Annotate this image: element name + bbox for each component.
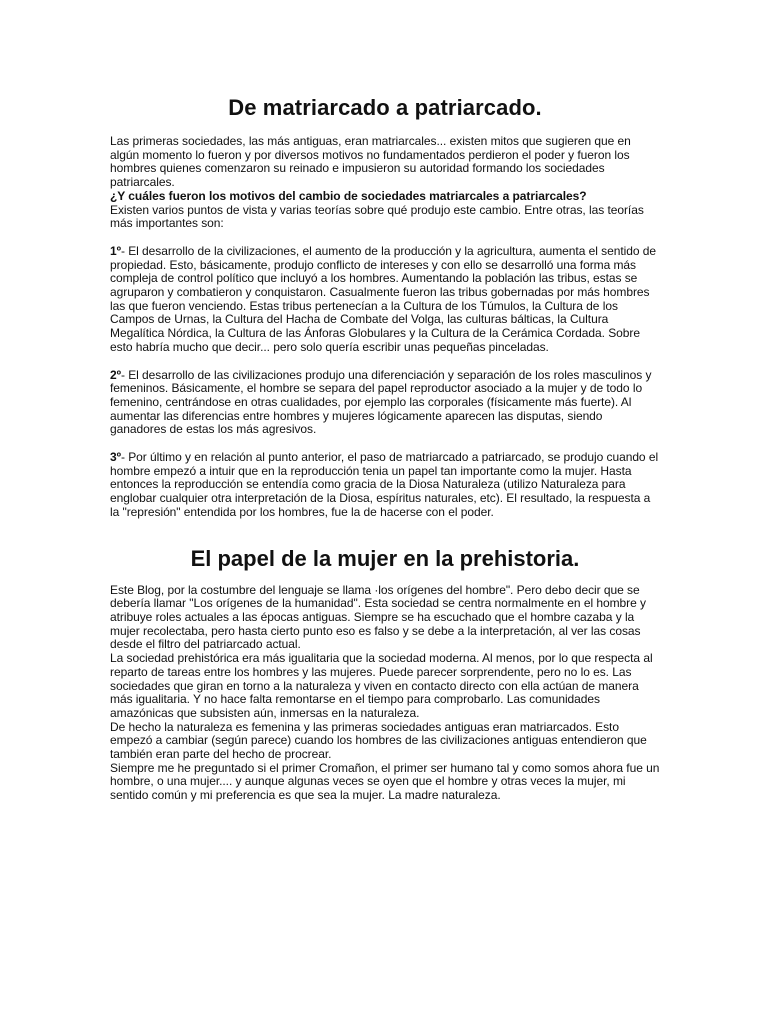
body-paragraph: De hecho la naturaleza es femenina y las primeras sociedades antiguas eran matriarcados. Esto empezó a cambiar (según parece) cuando los hombres de las civilizaciones antiguas entendieron que también eran parte del hecho de procrear. <box>110 719 647 762</box>
point-text: - El desarrollo de la civilizaciones, el aumento de la producción y la agricultura, aumenta el sentido de propiedad. Esto, básicamente, produjo conflicto de intereses y con ello se desarrolló una forma más compleja de control político que incluyó a los hombres. Aumentando la población las tribus, estas se agruparon y combatieron y conquistaron. Casualmente fueron las tribus gobernadas por más hombres las que fueron venciendo. Estas tribus pertenecían a la Cultura de los Túmulos, la Cultura de los Campos de Urnas, la Cultura del Hacha de Combate del Volga, las culturas bálticas, la Cultura Megalítica Nórdica, la Cultura de las Ánforas Globulares y la Cultura de la Cerámica Cordada. Sobre esto habría mucho que decir... pero solo quería escribir unas pequeñas pinceladas. <box>110 243 657 354</box>
section-title-matriarcado: De matriarcado a patriarcado. <box>228 95 542 120</box>
section-title-papel-mujer: El papel de la mujer en la prehistoria. <box>190 545 580 571</box>
body-paragraph: Siempre me he preguntado si el primer Cromañon, el primer ser humano tal y como somos ahora fue un hombre, o una mujer.... y aunque algunas veces se oyen que el hombre y otras veces la mujer, mi sentido común y mi preferencia es que sea la mujer. La madre naturaleza. <box>110 760 660 803</box>
point-number: 1º <box>110 243 121 258</box>
body-paragraph: La sociedad prehistórica era más igualitaria que la sociedad moderna. Al menos, por lo que respecta al reparto de tareas entre los hombres y las mujeres. Puede parecer sorprendente, pero no lo es. Las sociedades que giran en torno a la naturaleza y viven en contacto directo con ella actúan de manera más igualitaria. Y no hace falta remontarse en el tiempo para comprobarlo. Las comunidades amazónicas que subsisten aún, inmersas en la naturaleza. <box>110 651 653 720</box>
question-heading: ¿Y cuáles fueron los motivos del cambio de sociedades matriarcales a patriarcales? <box>110 188 587 203</box>
theories-intro-paragraph: Existen varios puntos de vista y varias teorías sobre qué produjo este cambio. Entre otras, las teorías más importantes son: <box>110 202 644 231</box>
spacer <box>110 231 660 245</box>
document-page <box>110 0 660 803</box>
point-number: 2º <box>110 367 121 382</box>
body-paragraph: Este Blog, por la costumbre del lenguaje se llama ·los orígenes del hombre". Pero debo decir que se debería llamar "Los orígenes de la humanidad". Esta sociedad se centra normalmente en el hombre y atribuye roles actuales a las épocas antiguas. Siempre se ha escuchado que el hombre cazaba y la mujer recolectaba, pero hasta cierto punto eso es falso y se debe a la interpretación, al ver las cosas desde el filtro del patriarcado actual. <box>110 582 646 652</box>
point-text: - Por último y en relación al punto anterior, el paso de matriarcado a patriarcado, se produjo cuando el hombre empezó a intuir que en la reproducción tenia un papel tan importante como la mujer. Hasta entonces la reproducción se entendía como gracia de la Diosa Naturaleza (utilizo Naturaleza para englobar cualquier otra interpretación de la Diosa, espíritus naturales, etc). El resultado, la respuesta a la "represión" entendida por los hombres, fue la de hacerse con el poder. <box>110 450 659 519</box>
point-number: 3º <box>110 450 121 465</box>
spacer <box>110 355 660 369</box>
intro-paragraph: Las primeras sociedades, las más antiguas, eran matriarcales... existen mitos que sugieren que en algún momento lo fueron y por diversos motivos no fundamentados perdieron el poder y fueron los hombres quienes comenzaron su reinado e impusieron su autoridad formando los sociedades patriarcales. <box>110 134 631 190</box>
theory-point-1 <box>110 245 660 355</box>
spacer <box>110 437 660 451</box>
theory-point-2 <box>110 369 660 438</box>
point-text: - El desarrollo de las civilizaciones produjo una diferenciación y separación de los roles masculinos y femeninos. Básicamente, el hombre se separa del papel reproductor asociado a la mujer y de todo lo femenino, centrándose en otras cualidades, por ejemplo las corporales (físicamente más fuerte). Al aumentar las diferencias entre hombres y mujeres lógicamente aparecen las disputas, siendo ganadores de estas los más agresivos. <box>110 367 652 437</box>
theory-point-3 <box>110 451 660 520</box>
